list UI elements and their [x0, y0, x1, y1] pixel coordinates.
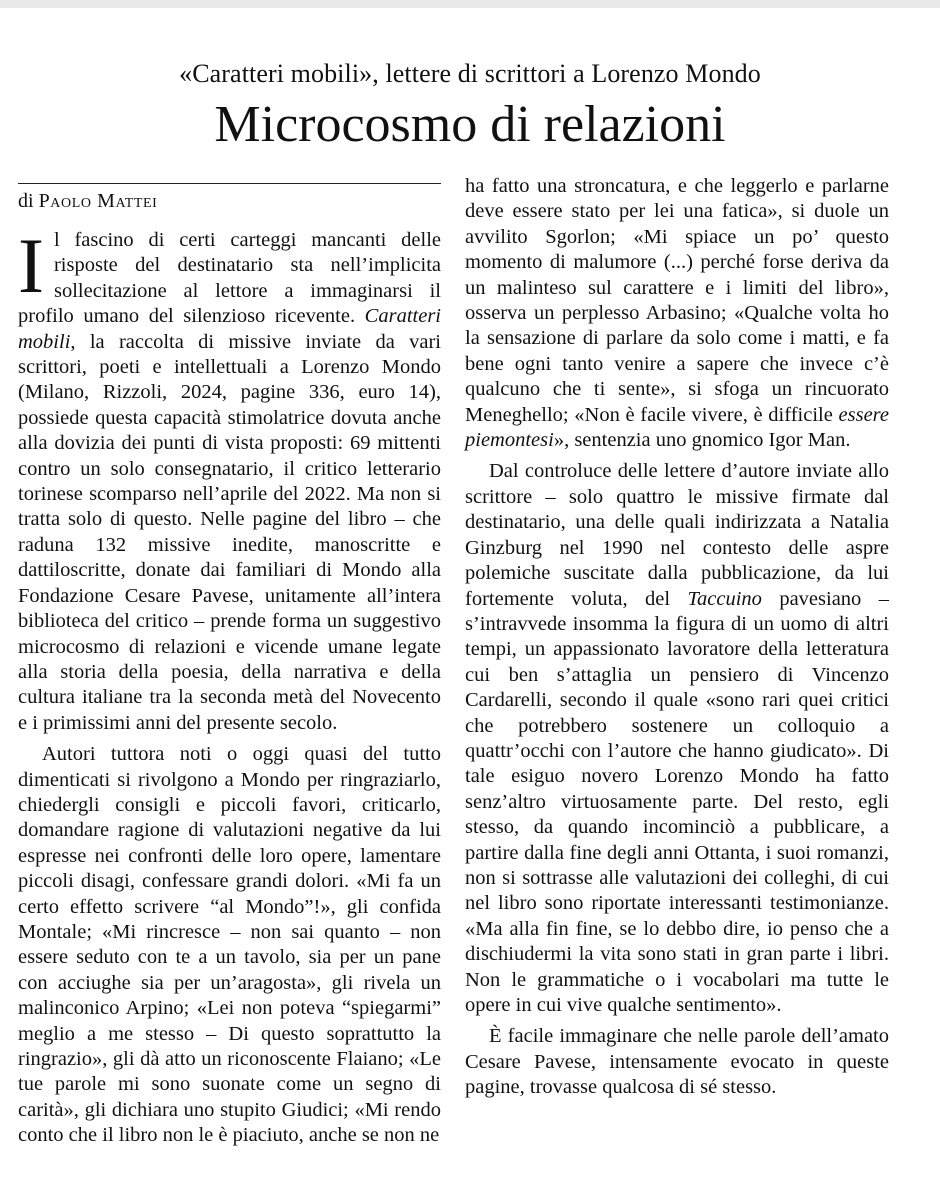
paragraph-2-continued	[465, 174, 889, 453]
paragraph-1-text-a: l fascino di certi carteggi mancanti delle risposte del destinatario sta nell’implicita sollecitazione al lettore a immaginarsi il profilo umano del silenzioso ricevente.	[18, 229, 441, 328]
paragraph-3	[465, 459, 889, 1018]
paragraph-4: È facile immaginare che nelle parole dell’amato Cesare Pavese, intensamente evocato in queste pagine, trovasse qualcosa di sé stesso.	[465, 1025, 889, 1099]
paragraph-2-text: Autori tuttora noti o oggi quasi del tutto dimenticati si rivolgono a Mondo per ringraziarlo, chiedergli consigli e piccoli favori, criticarlo, domandare ragione di valutazioni negative da lui espresse nei confronti delle loro opere, lamentare piccoli disagi, confessare grandi dolori. «Mi fa un certo effetto scrivere “al Mondo”!», gli confida Montale; «Mi rincresce – non sai quanto – non essere seduto con te a un tavolo, sia per un pane con acciughe sia per un’aragosta», gli rivela un malinconico Arpino; «Lei non poteva “spiegarmi” meglio a me stesso – Di questo soprattutto la ringrazio», gli dà atto un riconoscente Flaiano; «Le tue parole mi sono suonate come un segno di carità», gli dichiara uno stupito Giudici; «Mi rendo conto che il libro non le è piaciuto, anche se non ne	[18, 743, 441, 1147]
paragraph-3-italic: Taccuino	[687, 587, 762, 610]
author-name: Paolo Mattei	[38, 190, 158, 212]
paragraph-2-end: », sentenzia uno gnomico Igor Man.	[553, 429, 851, 452]
paragraph-2	[18, 742, 441, 1149]
paragraph-1-text-b: , la raccolta di missive inviate da vari scrittori, poeti e intellettuali a Lorenzo Mondo (Milano, Rizzoli, 2024, pagine 336, euro 14), possiede questa capacità stimolatrice dovuta anche alla dovizia dei punti di vista proposti: 69 mittenti contro un solo consegnatario, il critico letterario torinese scomparso nell’aprile del 2022. Ma non si tratta solo di questo. Nelle pagine del libro – che raduna 132 missive inedite, manoscritte e dattiloscritte, donate dai familiari di Mondo alla Fondazione Cesare Pavese, unitamente all’intera biblioteca del critico – prende forma un suggestivo microcosmo di relazioni e vicende umane legate alla storia della poesia, della narrativa e della cultura italiane tra la seconda metà del Novecento e i primissimi anni del presente secolo.	[18, 330, 441, 734]
byline-prefix: di	[18, 190, 39, 212]
article-column-right	[465, 174, 889, 1101]
drop-cap: I	[18, 222, 44, 309]
byline-rule	[18, 183, 441, 184]
paragraph-1	[18, 222, 441, 736]
article-title: Microcosmo di relazioni	[214, 96, 726, 153]
article-column-left	[18, 222, 441, 1149]
article-kicker: «Caratteri mobili», lettere di scrittori a Lorenzo Mondo	[179, 59, 761, 88]
paragraph-3-text-b: pavesiano – s’intravvede insomma la figura di un uomo di altri tempi, un appassionato lavoratore della letteratura cui ben s’attaglia un pensiero di Vincenzo Cardarelli, secondo il quale «sono rari quei critici che potrebbero sostenere un colloquio a quattr’occhi con l’autore che hanno giudicato». Di tale esiguo novero Lorenzo Mondo ha fatto senz’altro virtuosamente parte. Del resto, egli stesso, da quando incominciò a pubblicare, a partire dalla fine degli anni Ottanta, i suoi romanzi, non si sottrasse alle valutazioni dei colleghi, di cui nel libro sono riportate interessanti testimonianze. «Ma alla fin fine, se lo debbo dire, io penso che a dischiudermi la vita sono stati in gran parte i libri. Non le grammatiche o i vocabolari ma tutte le opere in cui vive qualche sentimento».	[465, 587, 889, 1016]
byline	[18, 188, 441, 214]
book-title: Caratteri mobili	[18, 305, 441, 353]
paragraph-2-italic: essere piemontesi	[465, 403, 889, 452]
top-bar	[0, 0, 940, 8]
paragraph-2-continued-text: ha fatto una stroncatura, e che leggerlo e parlarne deve essere stato per lei una fatica», si duole un avvilito Sgorlon; «Mi spiace un po’ questo momento di malumore (...) perché forse deriva da un malinteso sul carattere e i limiti del libro», osserva un perplesso Arbasino; «Qualche volta ho la sensazione di parlare da solo come i matti, e fa bene ogni tanto venire a sapere che invece c’è qualcuno che ti sente», si sfoga un rincuorato Meneghello; «Non è facile vivere, è difficile	[465, 175, 889, 426]
paragraph-3-text-a: Dal controluce delle lettere d’autore inviate allo scrittore – solo quattro le missive firmate dal destinatario, una delle quali indirizzata a Natalia Ginzburg nel 1990 nel contesto delle aspre polemiche suscitate dalla pubblicazione, da lui fortemente voluta, del	[465, 460, 889, 610]
